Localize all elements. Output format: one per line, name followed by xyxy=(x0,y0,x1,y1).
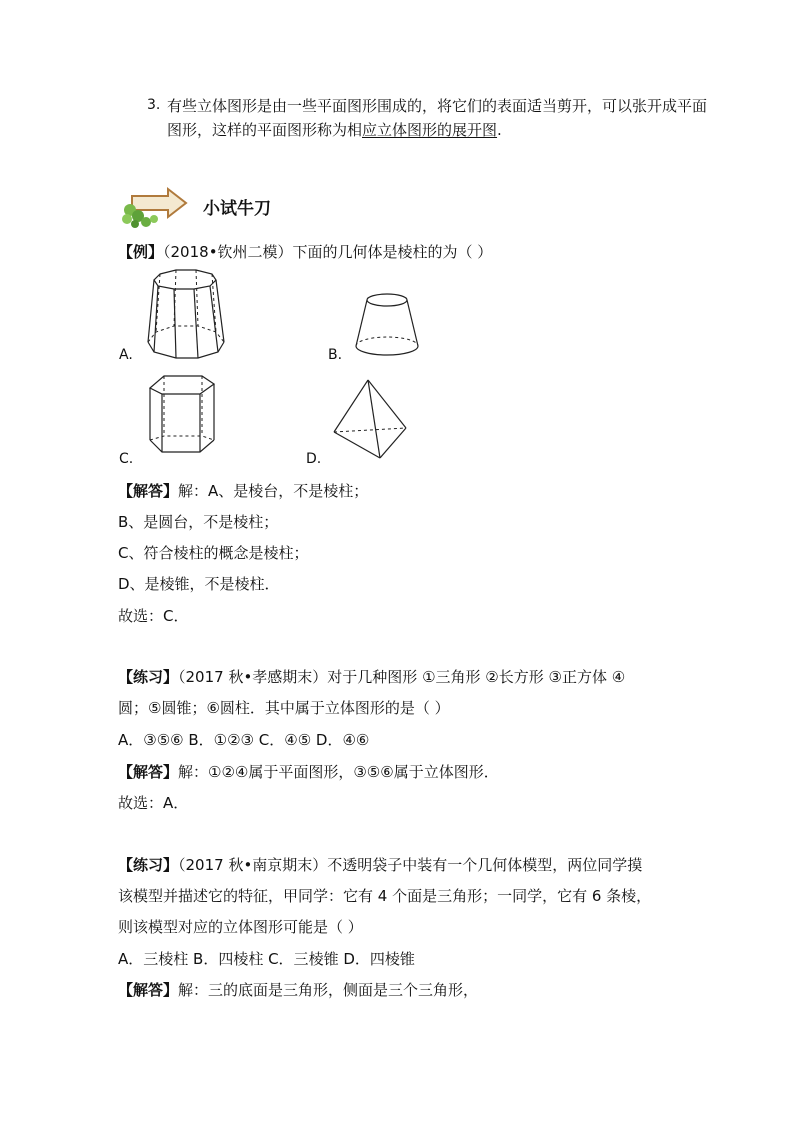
figure-c-hexagonal-prism xyxy=(146,372,218,456)
practice-1-answer: 故选：A． xyxy=(118,794,189,812)
example-solution-text-1: 解：A、是棱台，不是棱柱； xyxy=(178,482,369,500)
practice-2-line-1 xyxy=(118,854,642,875)
practice-1-tag: 【练习】 xyxy=(118,668,179,686)
figure-b-label: B. xyxy=(328,347,343,363)
figure-d-label: D. xyxy=(306,451,322,467)
example-answer: 故选：C． xyxy=(118,607,189,625)
practice-2-solution xyxy=(118,979,478,1000)
practice-2-text-1: （2017 秋•南京期末）不透明袋子中装有一个几何体模型，两位同学摸 xyxy=(178,856,643,874)
definition-underlined-2: 展开图 xyxy=(452,121,498,139)
practice-1-solution-text: 解：①②④属于平面图形，③⑤⑥属于立体图形． xyxy=(178,763,499,781)
definition-line-2-end: . xyxy=(497,121,502,139)
example-tag: 【例】 xyxy=(118,243,164,261)
practice-2-solution-text: 解：三的底面是三角形，侧面是三个三角形， xyxy=(178,981,479,999)
example-solution-line-4: D、是棱锥，不是棱柱． xyxy=(118,575,280,593)
definition-line-1: 有些立体图形是由一些平面图形围成的，将它们的表面适当剪开，可以张开成平面 xyxy=(167,97,708,115)
practice-1-text-1: （2017 秋•孝感期末）对于几种图形 ①三角形 ②长方形 ③正方体 ④ xyxy=(178,668,626,686)
practice-2-line-2: 该模型并描述它的特征，甲同学：它有 4 个面是三角形；一同学，它有 6 条棱， xyxy=(118,887,652,905)
practice-1-solution xyxy=(118,761,499,782)
practice-2-options: A．三棱柱 B．四棱柱 C．三棱锥 D．四棱锥 xyxy=(118,950,415,968)
example-solution-line-1 xyxy=(118,480,368,501)
figure-a-frustum xyxy=(140,266,230,361)
practice-1-line-1 xyxy=(118,666,625,687)
figure-a-label: A. xyxy=(119,347,133,363)
figure-d-pyramid xyxy=(330,376,410,460)
definition-line-2 xyxy=(167,119,502,140)
figure-c-label: C. xyxy=(119,451,134,467)
practice-1-line-2: 圆；⑤圆锥；⑥圆柱．其中属于立体图形的是（ ） xyxy=(118,699,450,717)
example-solution-line-2: B、是圆台，不是棱柱； xyxy=(118,513,279,531)
example-solution-line-3: C、符合棱柱的概念是棱柱； xyxy=(118,544,309,562)
practice-1-solution-tag: 【解答】 xyxy=(118,763,179,781)
practice-1-options: A．③⑤⑥ B．①②③ C．④⑤ D．④⑥ xyxy=(118,731,370,749)
section-title: 小试牛刀 xyxy=(203,199,271,219)
arrow-with-clover-icon xyxy=(118,186,190,228)
practice-2-tag: 【练习】 xyxy=(118,856,179,874)
example-question xyxy=(118,241,492,262)
definition-line-2-text: 图形，这样的平面图形称为相 xyxy=(167,121,363,139)
definition-number: 3. xyxy=(147,97,161,113)
example-source: （2018•钦州二模）下面的几何体是棱柱的为（ ） xyxy=(163,243,493,261)
definition-underlined-1: 应立体图形的 xyxy=(362,121,453,139)
practice-2-solution-tag: 【解答】 xyxy=(118,981,179,999)
practice-2-line-3: 则该模型对应的立体图形可能是（ ） xyxy=(118,918,363,936)
figure-b-truncated-cone xyxy=(352,290,422,360)
example-solution-tag: 【解答】 xyxy=(118,482,179,500)
